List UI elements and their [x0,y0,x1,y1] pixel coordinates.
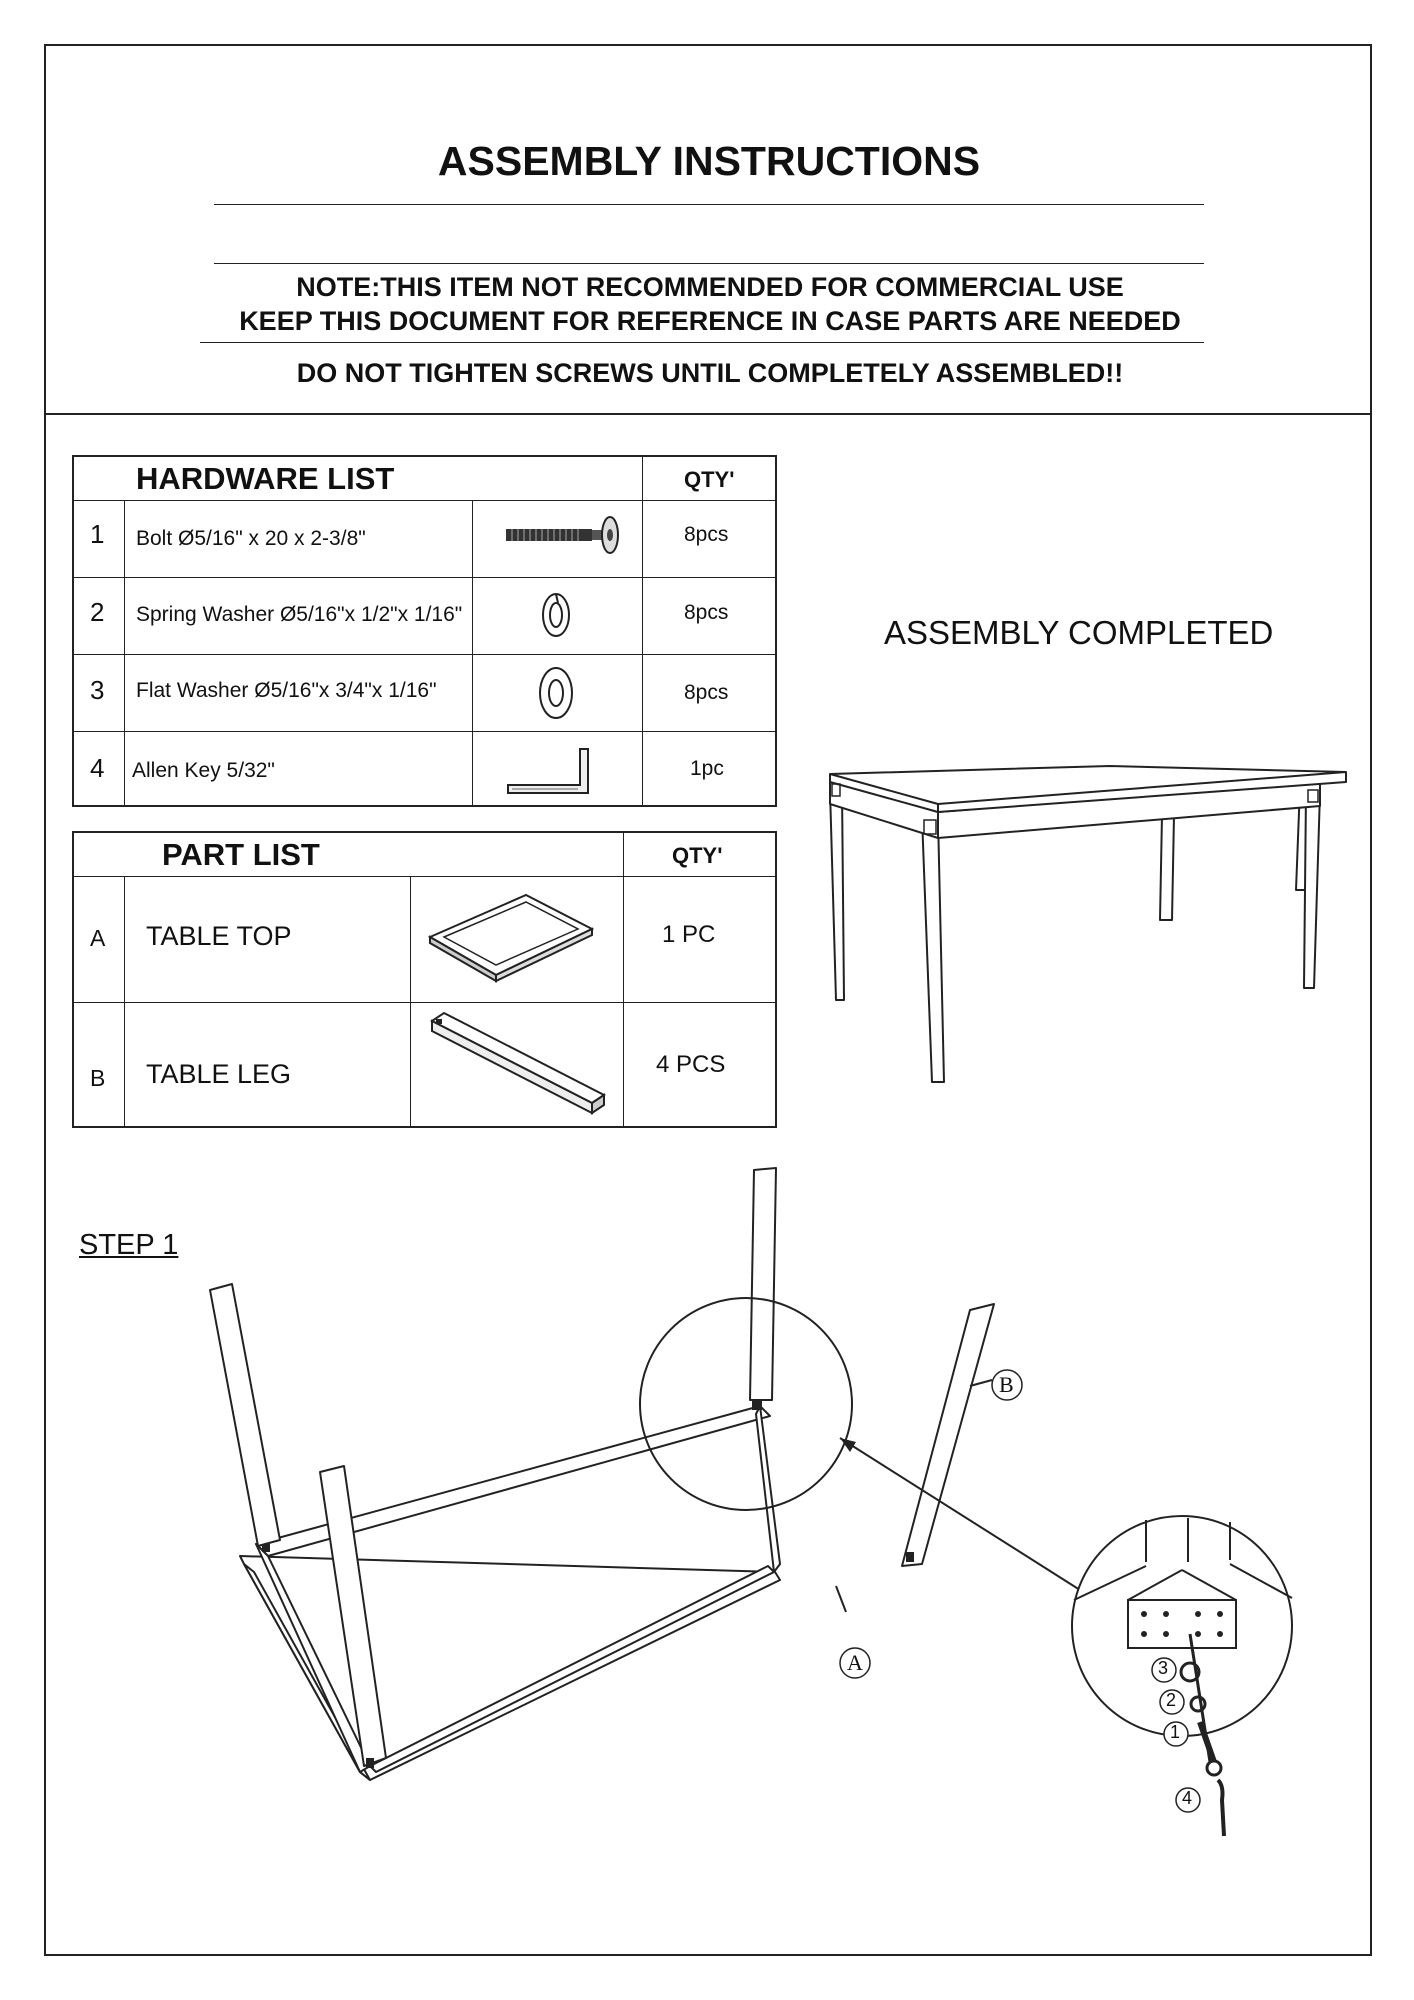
part-table-top-label: TABLE TOP [146,921,292,951]
step1-table-illustration [180,1160,1040,1820]
part-table-leg-qty: 4 PCS [656,1051,726,1078]
hardware-flat-washer-label: Flat Washer Ø5/16"x 3/4"x 1/16" [136,679,437,702]
hardware-flat-washer-qty: 8pcs [684,681,729,704]
flat-washer-icon [534,665,578,721]
hardware-bolt-label: Bolt Ø5/16" x 20 x 2-3/8" [136,527,366,550]
hardware-row-number: 4 [90,753,105,783]
hardware-spring-washer-qty: 8pcs [684,601,729,624]
note-commercial-use: NOTE:THIS ITEM NOT RECOMMENDED FOR COMMERCIAL USE [296,272,1124,302]
bolt-icon [504,515,624,555]
page-title: ASSEMBLY INSTRUCTIONS [437,138,981,184]
step1-label: STEP 1 [79,1229,179,1261]
table-top-icon [426,889,596,989]
spring-washer-icon [536,591,576,641]
hardware-allen-key-label: Allen Key 5/32" [132,759,275,782]
callout-1-text: 1 [1170,1722,1181,1742]
part-id: B [90,1065,106,1091]
hardware-list-heading: HARDWARE LIST [136,461,395,496]
part-qty-heading: QTY' [672,843,723,868]
hardware-allen-key-qty: 1pc [690,757,724,780]
part-table-top-qty: 1 PC [662,921,716,948]
header-separator [44,413,1372,415]
hardware-row-number: 1 [90,519,105,549]
hardware-qty-heading: QTY' [684,467,735,492]
hardware-bolt-qty: 8pcs [684,523,729,546]
hardware-row-number: 3 [90,675,105,705]
hardware-row-number: 2 [90,597,105,627]
callout-2-text: 2 [1166,1690,1177,1710]
table-leg-icon [428,1009,608,1119]
note-top-rule [214,263,1204,264]
hardware-list-table [72,455,777,807]
part-list-table [72,831,777,1128]
completed-table-illustration [820,760,1360,1090]
part-id: A [90,925,106,951]
callout-4-text: 4 [1182,1788,1193,1808]
hardware-spring-washer-label: Spring Washer Ø5/16"x 1/2"x 1/16" [136,603,463,626]
assembly-completed-label: ASSEMBLY COMPLETED [884,614,1274,651]
part-table-leg-label: TABLE LEG [146,1059,292,1089]
note-bottom-rule [200,342,1204,343]
callout-a-text: A [847,1650,863,1675]
note-do-not-tighten: DO NOT TIGHTEN SCREWS UNTIL COMPLETELY ASSEMBLED!! [296,358,1124,388]
callout-3-text: 3 [1158,1658,1169,1678]
callout-b-text: B [999,1372,1014,1397]
part-list-heading: PART LIST [162,837,320,872]
note-keep-document: KEEP THIS DOCUMENT FOR REFERENCE IN CASE PARTS ARE NEEDED [239,306,1181,336]
title-underline [214,204,1204,205]
allen-key-icon [504,745,594,797]
